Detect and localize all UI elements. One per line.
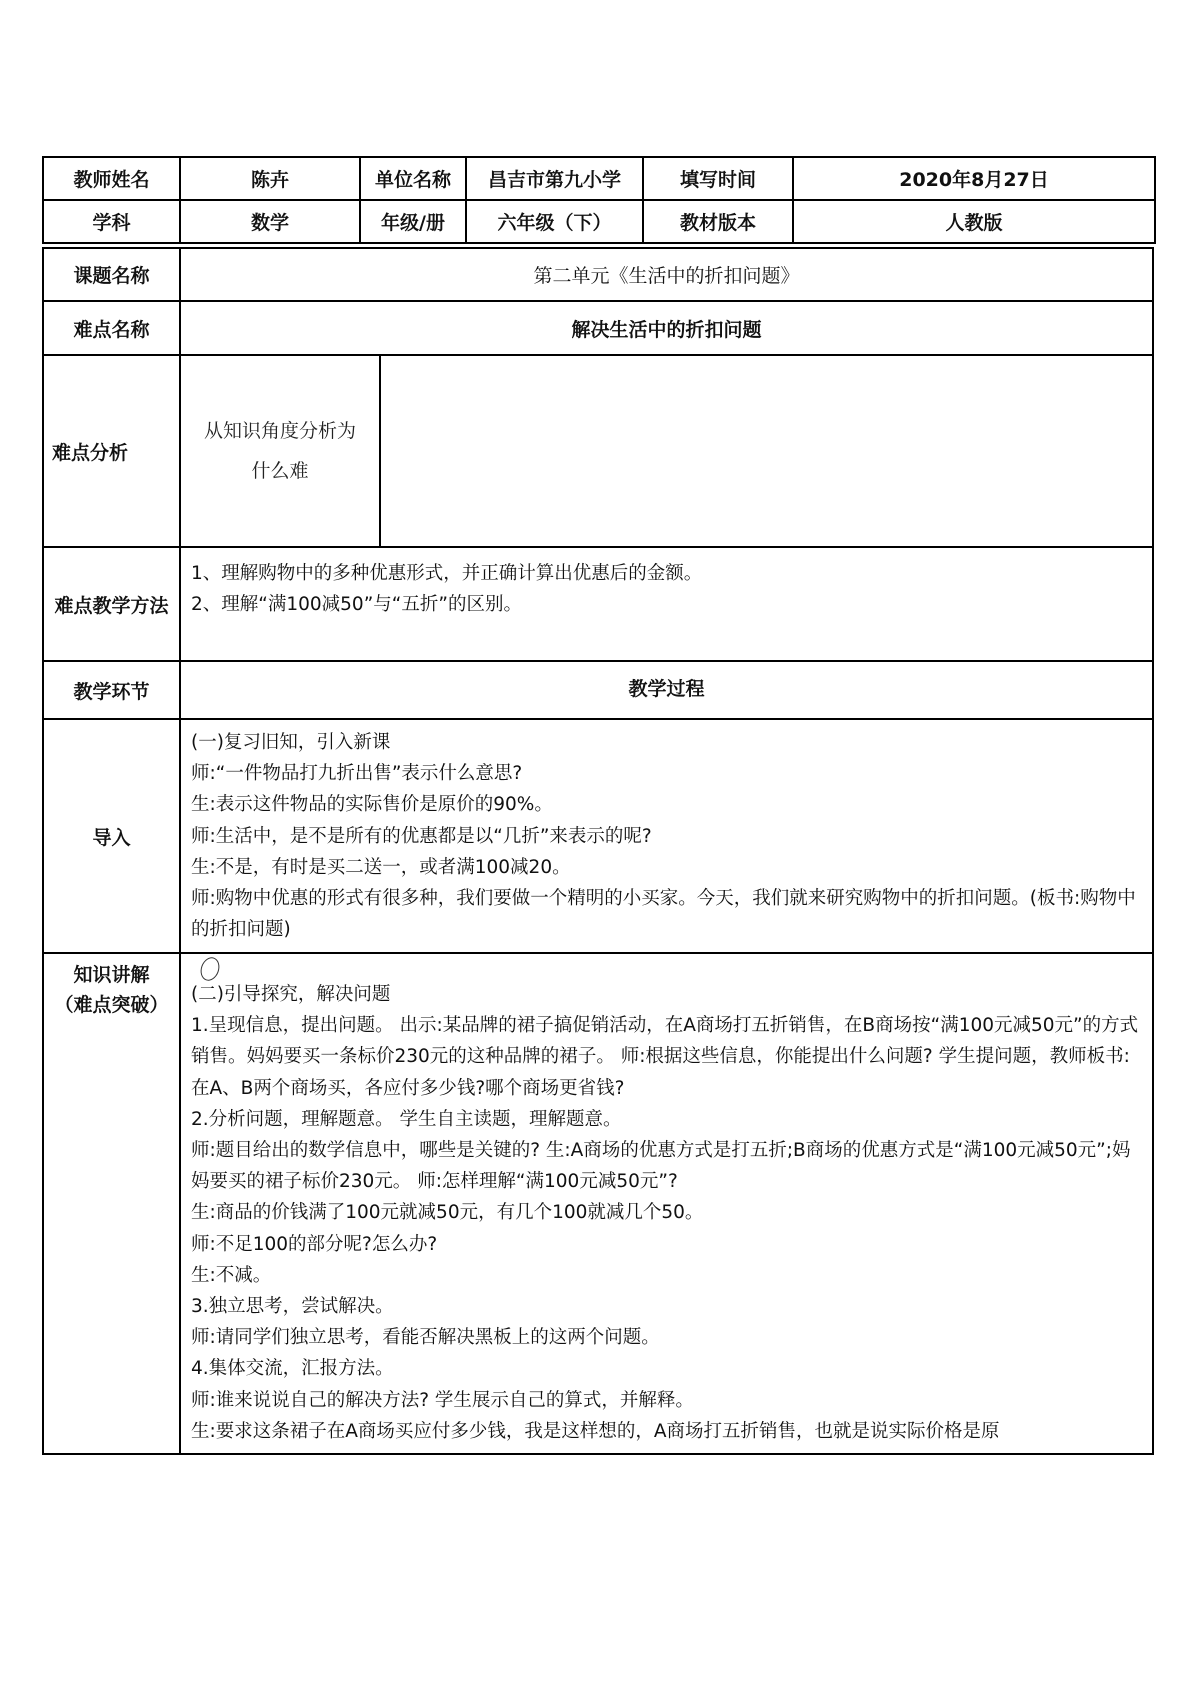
intro-line-5: 生:不是，有时是买二送一，或者满100减20。	[191, 856, 571, 878]
difficulty-label: 难点名称	[43, 301, 180, 355]
knowledge-row	[43, 953, 1153, 1454]
knowledge-line-12: 生:要求这条裙子在A商场买应付多少钱，我是这样想的，A商场打五折销售，也就是说实际价格是原	[191, 1420, 1000, 1442]
stage-label: 教学环节	[43, 661, 180, 719]
method-label: 难点教学方法	[43, 547, 180, 661]
topic-value: 第二单元《生活中的折扣问题》	[180, 248, 1153, 301]
intro-line-1: (一)复习旧知，引入新课	[191, 732, 391, 753]
lesson-table	[42, 247, 1154, 1455]
header-row-2	[43, 200, 1155, 243]
knowledge-line-2: 1.呈现信息，提出问题。 出示:某品牌的裙子搞促销活动，在A商场打五折销售，在B商场按“满100元减50元”的方式销售。妈妈要买一条标价230元的这种品牌的裙子。 师:根据这些信息，你能提出什么问题? 学生提问题，教师板书:在A、B两个商场买，各应付多少钱?哪个商场更省钱?	[191, 1015, 1139, 1099]
subject-label: 学科	[43, 200, 180, 243]
knowledge-line-4: 师:题目给出的数学信息中，哪些是关键的? 生:A商场的优惠方式是打五折;B商场的优惠方式是“满100元减50元”;妈妈要买的裙子标价230元。 师:怎样理解“满100元减50元”?	[191, 1140, 1131, 1193]
grade-value: 六年级（下）	[466, 200, 643, 243]
method-line-2: 2、理解“满100减50”与“五折”的区别。	[191, 594, 522, 616]
knowledge-label-line-2: （难点突破）	[54, 994, 169, 1016]
intro-label: 导入	[43, 719, 180, 953]
knowledge-label	[43, 953, 180, 1454]
knowledge-line-11: 师:谁来说说自己的解决方法? 学生展示自己的算式，并解释。	[191, 1389, 694, 1411]
analysis-sub-line-2: 什么难	[251, 460, 309, 482]
intro-row	[43, 719, 1153, 953]
knowledge-line-7: 生:不减。	[191, 1264, 272, 1286]
school-label: 单位名称	[360, 157, 466, 200]
fill-date-label: 填写时间	[643, 157, 793, 200]
knowledge-line-10: 4.集体交流，汇报方法。	[191, 1358, 394, 1380]
subject-value: 数学	[180, 200, 360, 243]
method-line-1: 1、理解购物中的多种优惠形式，并正确计算出优惠后的金额。	[191, 563, 703, 584]
knowledge-line-6: 师:不足100的部分呢?怎么办?	[191, 1233, 438, 1255]
knowledge-line-5: 生:商品的价钱满了100元就减50元，有几个100就减几个50。	[191, 1202, 704, 1224]
analysis-sub-label	[180, 355, 380, 547]
intro-line-6: 师:购物中优惠的形式有很多种，我们要做一个精明的小买家。今天，我们就来研究购物中的折扣问题。(板书:购物中的折扣问题)	[191, 888, 1136, 941]
lesson-plan-sheet	[42, 156, 1154, 1455]
textbook-label: 教材版本	[643, 200, 793, 243]
topic-label: 课题名称	[43, 248, 180, 301]
school-value: 昌吉市第九小学	[466, 157, 643, 200]
header-table	[42, 156, 1156, 244]
process-label: 教学过程	[180, 661, 1153, 719]
fill-date-value: 2020年8月27日	[793, 157, 1155, 200]
knowledge-content	[180, 953, 1153, 1454]
intro-content	[180, 719, 1153, 953]
textbook-value: 人教版	[793, 200, 1155, 243]
method-row	[43, 547, 1153, 661]
analysis-label: 难点分析	[43, 355, 180, 547]
teacher-name-label: 教师姓名	[43, 157, 180, 200]
knowledge-line-1: (二)引导探究，解决问题	[191, 984, 391, 1005]
topic-row	[43, 248, 1153, 301]
knowledge-line-3: 2.分析问题，理解题意。 学生自主读题，理解题意。	[191, 1108, 622, 1130]
knowledge-line-9: 师:请同学们独立思考，看能否解决黑板上的这两个问题。	[191, 1327, 660, 1349]
intro-line-2: 师:“一件物品打九折出售”表示什么意思?	[191, 763, 523, 785]
analysis-content	[380, 355, 1153, 547]
intro-line-3: 生:表示这件物品的实际售价是原价的90%。	[191, 794, 553, 816]
knowledge-label-line-1: 知识讲解	[73, 964, 150, 986]
analysis-sub-line-1: 从知识角度分析为	[203, 420, 356, 442]
method-content	[180, 547, 1153, 661]
header-row-1	[43, 157, 1155, 200]
difficulty-value: 解决生活中的折扣问题	[180, 301, 1153, 355]
teacher-name-value: 陈卉	[180, 157, 360, 200]
difficulty-row	[43, 301, 1153, 355]
stage-header-row	[43, 661, 1153, 719]
grade-label: 年级/册	[360, 200, 466, 243]
intro-line-4: 师:生活中，是不是所有的优惠都是以“几折”来表示的呢?	[191, 825, 652, 847]
handwritten-mark	[191, 957, 1142, 979]
analysis-row	[43, 355, 1153, 547]
knowledge-line-8: 3.独立思考，尝试解决。	[191, 1296, 394, 1318]
